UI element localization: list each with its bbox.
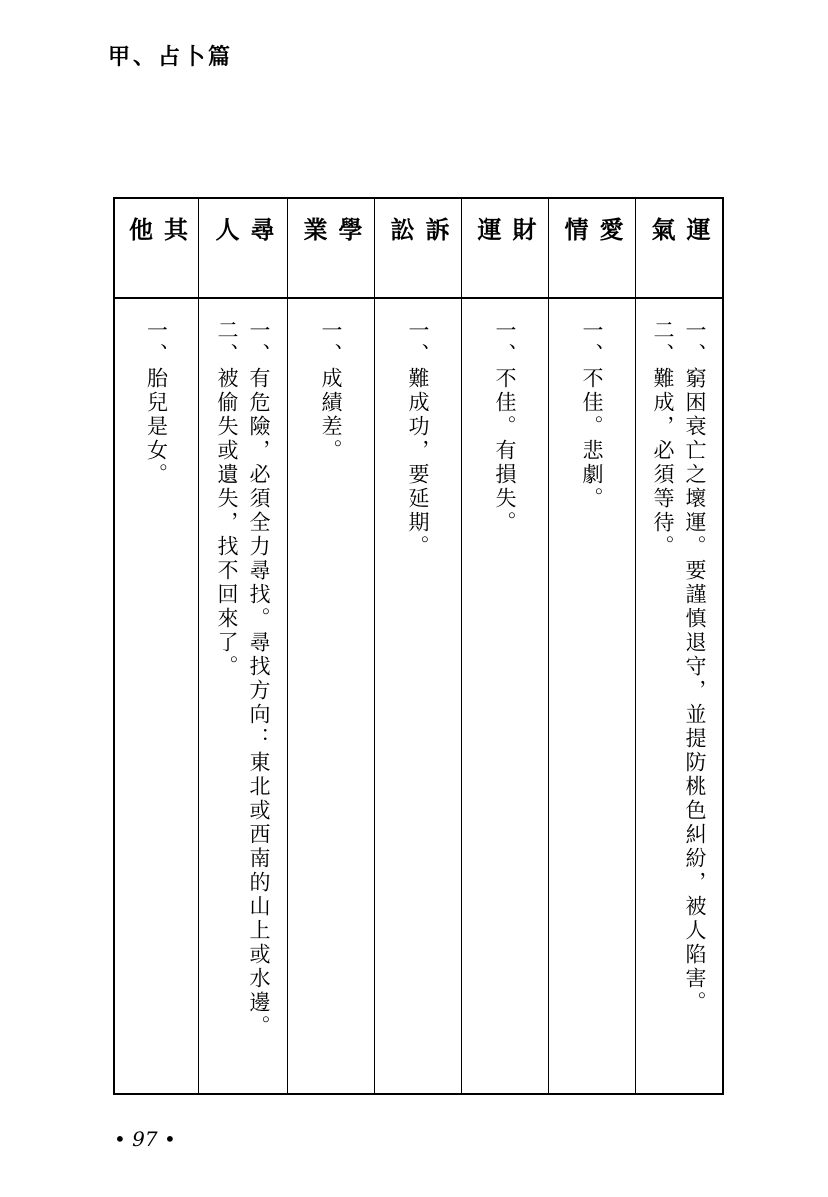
column-heading: 尋人 [199,199,287,299]
fortune-table [113,197,724,1095]
page-header: 甲、占卜篇 [108,44,234,70]
column-line: 一、不佳。有損失。 [493,319,517,535]
column-other [115,199,198,1093]
column-heading: 運氣 [636,199,722,299]
column-line: 一、胎兒是女。 [144,319,169,487]
column-heading: 訴訟 [375,199,461,299]
column-heading: 學業 [288,199,374,299]
column-line: 一、難成功，要延期。 [406,319,430,559]
column-line: 一、窮困衰亡之壞運。要謹慎退守，並提防桃色糾紛，被人陷害。 [683,319,707,1015]
column-love [548,199,635,1093]
column-line: 一、成績差。 [319,319,343,463]
column-heading: 其他 [115,199,198,299]
column-line: 二、被偷失或遺失，找不回來了。 [215,319,239,679]
column-heading: 財運 [462,199,548,299]
column-line: 一、有危險，必須全力尋找。尋找方向：東北或西南的山上或水邊。 [247,319,271,1039]
column-heading: 愛情 [549,199,635,299]
column-fortune [635,199,722,1093]
column-search [198,199,287,1093]
column-wealth [461,199,548,1093]
page-number: • 97 • [114,1127,176,1151]
column-study [287,199,374,1093]
column-line: 二、難成，必須等待。 [651,319,675,559]
column-line: 一、不佳。悲劇。 [580,319,604,511]
column-lawsuit [374,199,461,1093]
